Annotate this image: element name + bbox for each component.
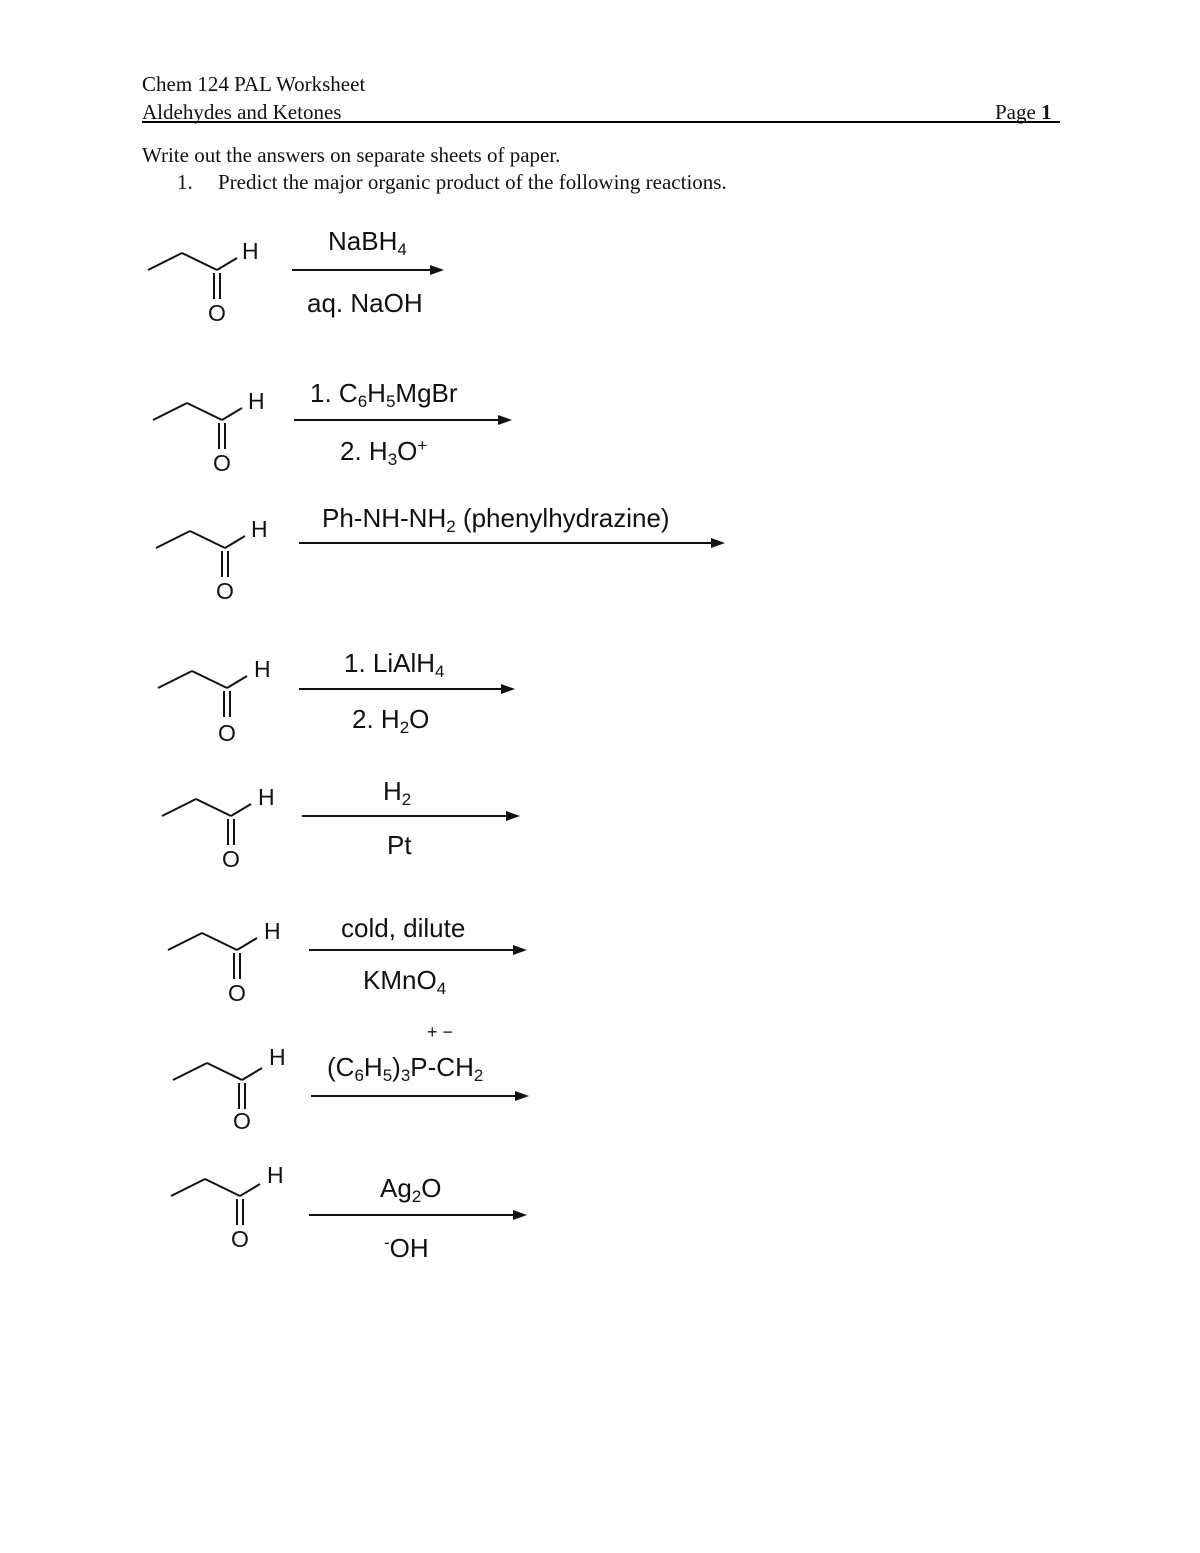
worksheet-title: Chem 124 PAL Worksheet [142,72,366,96]
header-rule [142,121,1060,123]
h-atom-label: H [258,784,275,810]
reaction-arrow [299,537,734,549]
h-atom-label: H [269,1044,286,1070]
h-atom-label: H [248,388,265,414]
reagent-below: 2. $H_3O^+$ [340,436,428,469]
page-label: Page [995,100,1036,124]
o-atom-label: O [218,720,236,746]
reagent-below: 2. $H_2O$ [352,704,430,737]
propanal-structure [159,779,289,879]
reagent-above: 1. LiAlH$_4$ [344,648,445,681]
question-number: 1. [177,170,193,194]
reagent-above: $Ph-NH-NH_2$ (phenylhydrazine) [322,503,670,536]
propanal-structure [145,233,275,333]
worksheet-subtitle: Aldehydes and Ketones [142,100,342,124]
reagent-above: $H_2$ [383,776,412,809]
propanal-structure [165,913,295,1013]
o-atom-label: O [213,450,231,476]
h-atom-label: H [264,918,281,944]
reagent-below: KMnO$_4$ [363,965,447,998]
reaction-arrow [292,264,452,276]
reaction-arrow [311,1090,539,1102]
o-atom-label: O [231,1226,249,1252]
reaction-arrow [294,414,519,426]
h-atom-label: H [242,238,259,264]
reagent-below: Pt [387,830,412,860]
reaction-arrow [302,810,530,822]
o-atom-label: O [233,1108,251,1134]
reagent-above: cold, dilute [341,913,466,943]
propanal-structure [170,1043,300,1143]
propanal-structure [153,511,283,611]
propanal-structure [150,383,280,483]
o-atom-label: O [216,578,234,604]
reaction-arrow [309,944,537,956]
question-text: Predict the major organic product of the following reactions. [218,170,727,194]
reaction-arrow [309,1209,537,1221]
h-atom-label: H [254,656,271,682]
reagent-above: $(C_6H_5)_3P-CH_2$ [327,1052,484,1085]
reagent-above: $Ag_2O$ [380,1173,442,1206]
propanal-structure [155,651,285,751]
h-atom-label: H [267,1162,284,1188]
reagent-below: -OH [384,1233,429,1263]
formal-charges: + − [427,1022,454,1042]
reaction-arrow [299,683,524,695]
h-atom-label: H [251,516,268,542]
propanal-structure [168,1159,298,1259]
o-atom-label: O [208,300,226,326]
instructions-line: Write out the answers on separate sheets of paper. [142,143,561,167]
o-atom-label: O [228,980,246,1006]
o-atom-label: O [222,846,240,872]
page-number: 1 [1041,100,1052,124]
reagent-below: aq. NaOH [307,288,423,318]
reagent-above: 1. $C_6H_5MgBr$ [310,378,458,411]
reagent-above: NaBH$_4$ [328,226,407,259]
